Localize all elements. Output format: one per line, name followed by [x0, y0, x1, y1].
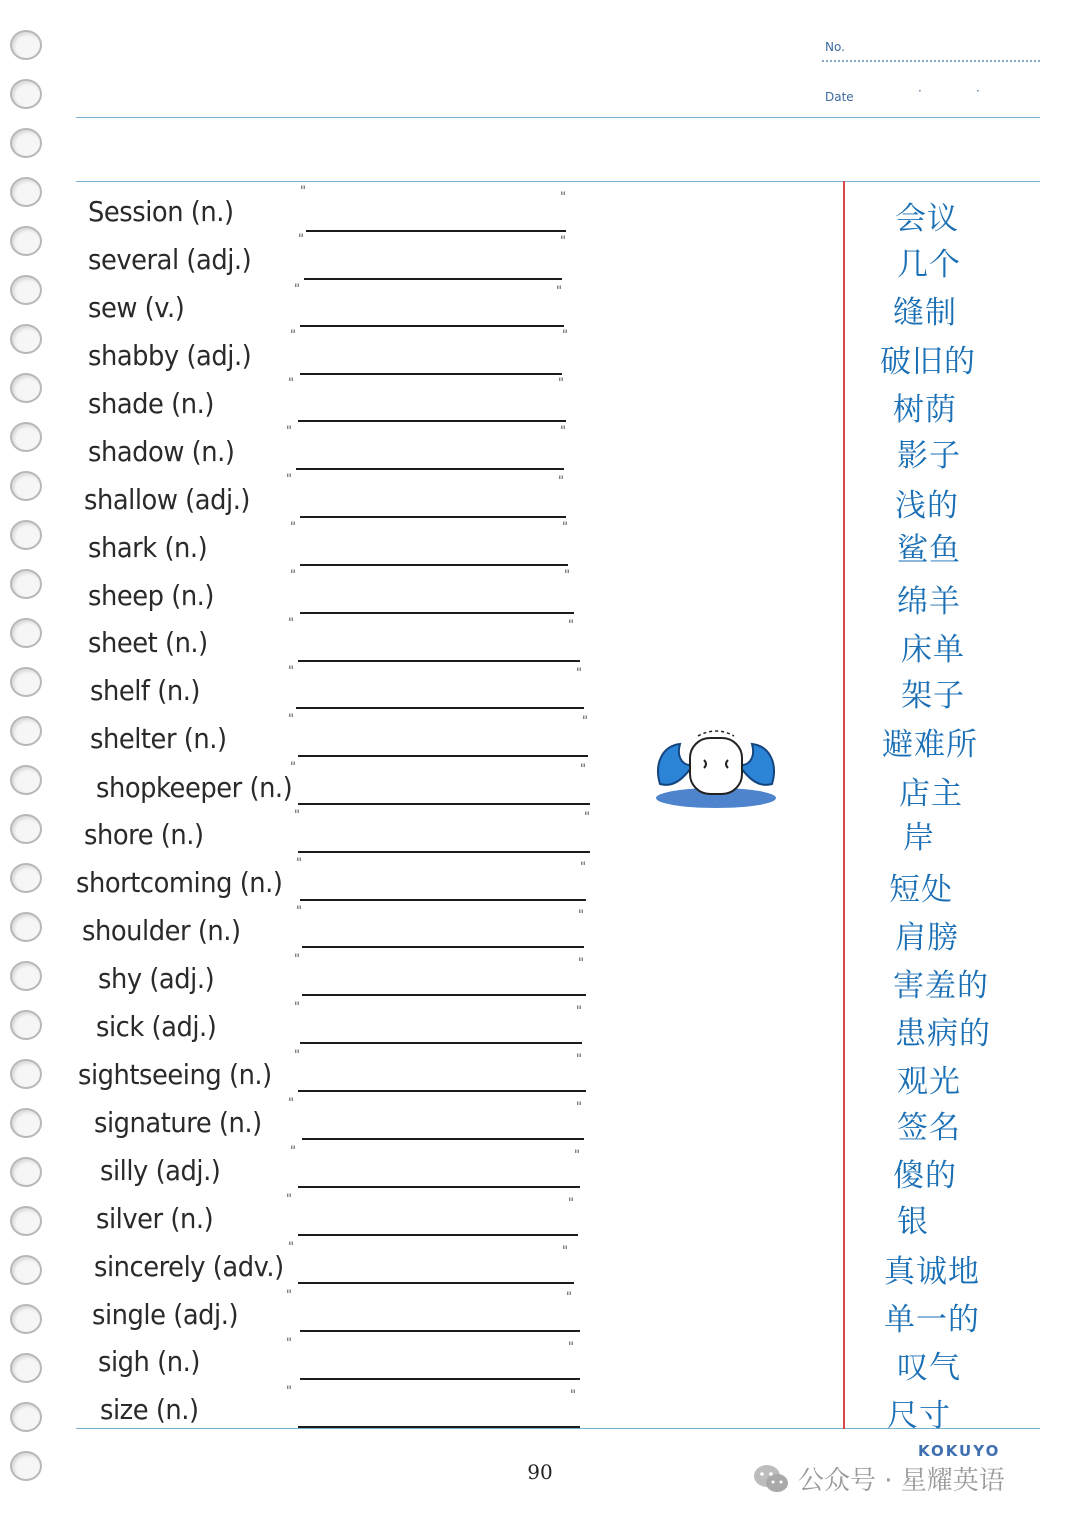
answer-blank: [296, 468, 564, 470]
vocab-word: shark (n.): [88, 531, 208, 564]
quote-mark: ": [290, 328, 296, 343]
quote-mark: ": [290, 760, 296, 775]
vocab-word: shoulder (n.): [82, 914, 241, 947]
answer-blank: [298, 803, 590, 805]
quote-mark: ": [294, 1048, 300, 1063]
quote-mark: ": [286, 1192, 292, 1207]
vocab-word: shade (n.): [88, 387, 214, 420]
answer-blank: [298, 1186, 580, 1188]
top-rule: [76, 181, 1040, 182]
answer-blank: [298, 660, 580, 662]
answer-blank: [298, 420, 566, 422]
vocab-meaning: 破旧的: [880, 344, 976, 380]
vocab-meaning: 浅的: [895, 488, 959, 524]
answer-blank: [298, 1234, 578, 1236]
vocab-meaning: 缝制: [893, 295, 957, 331]
vocab-word: silver (n.): [96, 1202, 214, 1235]
vocab-word: single (adj.): [92, 1298, 239, 1331]
answer-blank: [300, 516, 566, 518]
quote-mark: ": [288, 712, 294, 727]
quote-mark: ": [582, 714, 588, 729]
watermark: [752, 1460, 1005, 1497]
binder-hole: [10, 716, 42, 746]
vocab-meaning: 避难所: [882, 727, 978, 763]
vocab-word: sightseeing (n.): [78, 1058, 272, 1091]
vocab-meaning: 害羞的: [893, 968, 989, 1004]
quote-mark: ": [288, 664, 294, 679]
answer-blank: [296, 707, 584, 709]
no-label: No.: [825, 40, 845, 54]
vocab-word: size (n.): [100, 1393, 199, 1426]
answer-blank: [302, 994, 586, 996]
answer-blank: [300, 325, 564, 327]
vocab-meaning: 绵羊: [897, 584, 961, 620]
quote-mark: ": [562, 1244, 568, 1259]
date-dot: ·: [918, 84, 922, 98]
binder-hole: [10, 128, 42, 158]
binder-hole: [10, 569, 42, 599]
vocab-word: shore (n.): [84, 818, 204, 851]
quote-mark: ": [568, 1340, 574, 1355]
answer-blank: [306, 230, 566, 232]
quote-mark: ": [288, 376, 294, 391]
binder-hole: [10, 1108, 42, 1138]
vocab-meaning: 肩膀: [895, 920, 959, 956]
quote-mark: ": [558, 474, 564, 489]
vocab-word: shelf (n.): [90, 674, 201, 707]
quote-mark: ": [298, 232, 304, 247]
vocab-meaning: 鲨鱼: [897, 532, 961, 568]
vocab-meaning: 影子: [897, 438, 961, 474]
answer-blank: [300, 1330, 580, 1332]
quote-mark: ": [576, 1052, 582, 1067]
vocab-word: Session (n.): [88, 195, 234, 228]
quote-mark: ": [584, 810, 590, 825]
vocab-meaning: 几个: [897, 247, 961, 283]
answer-blank: [300, 1378, 580, 1380]
brand-logo: KOKUYO: [918, 1442, 1001, 1460]
binder-hole: [10, 422, 42, 452]
quote-mark: ": [568, 618, 574, 633]
binder-hole: [10, 177, 42, 207]
answer-blank: [298, 1282, 574, 1284]
quote-mark: ": [296, 856, 302, 871]
quote-mark: ": [294, 808, 300, 823]
quote-mark: ": [288, 616, 294, 631]
answer-blank: [300, 564, 568, 566]
binder-hole: [10, 667, 42, 697]
answer-blank: [298, 851, 590, 853]
date-dot: ·: [976, 84, 980, 98]
vocab-meaning: 店主: [899, 776, 963, 812]
quote-mark: ": [580, 762, 586, 777]
quote-mark: ": [300, 184, 306, 199]
vocab-word: sew (v.): [88, 291, 185, 324]
binder-hole: [10, 79, 42, 109]
answer-blank: [298, 1426, 580, 1428]
binder-hole: [10, 814, 42, 844]
vocab-meaning: 岸: [903, 820, 935, 856]
quote-mark: ": [576, 666, 582, 681]
quote-mark: ": [286, 1288, 292, 1303]
quote-mark: ": [556, 284, 562, 299]
quote-mark: ": [564, 568, 570, 583]
quote-mark: ": [562, 328, 568, 343]
vocab-word: silly (adj.): [100, 1154, 221, 1187]
vocab-meaning: 患病的: [895, 1016, 991, 1052]
quote-mark: ": [576, 1100, 582, 1115]
answer-blank: [302, 1138, 584, 1140]
answer-blank: [302, 946, 584, 948]
quote-mark: ": [290, 1144, 296, 1159]
quote-mark: ": [288, 1240, 294, 1255]
quote-mark: ": [576, 1004, 582, 1019]
quote-mark: ": [560, 234, 566, 249]
answer-blank: [300, 899, 586, 901]
quote-mark: ": [294, 282, 300, 297]
binder-holes: [10, 30, 42, 1490]
answer-blank: [298, 1090, 586, 1092]
quote-mark: ": [286, 1384, 292, 1399]
quote-mark: ": [286, 472, 292, 487]
quote-mark: ": [578, 908, 584, 923]
binder-hole: [10, 1206, 42, 1236]
vocab-meaning: 床单: [901, 632, 965, 668]
quote-mark: ": [558, 376, 564, 391]
quote-mark: ": [290, 520, 296, 535]
watermark-text: 公众号 · 星耀英语: [798, 1466, 1005, 1496]
answer-blank: [300, 1042, 582, 1044]
vocab-word: shopkeeper (n.): [96, 771, 293, 804]
quote-mark: ": [288, 1096, 294, 1111]
quote-mark: ": [580, 860, 586, 875]
quote-mark: ": [294, 952, 300, 967]
binder-hole: [10, 324, 42, 354]
binder-hole: [10, 618, 42, 648]
quote-mark: ": [294, 1000, 300, 1015]
binder-hole: [10, 471, 42, 501]
quote-mark: ": [286, 1336, 292, 1351]
vocab-word: sheep (n.): [88, 579, 215, 612]
binder-hole: [10, 275, 42, 305]
vocab-meaning: 签名: [897, 1110, 961, 1146]
quote-mark: ": [566, 1290, 572, 1305]
vocab-meaning: 傻的: [893, 1158, 957, 1194]
quote-mark: ": [574, 1148, 580, 1163]
answer-blank: [300, 373, 562, 375]
quote-mark: ": [286, 424, 292, 439]
vocab-meaning: 会议: [895, 201, 959, 237]
binder-hole: [10, 765, 42, 795]
blob-sticker: [654, 724, 778, 810]
vocab-meaning: 短处: [889, 872, 953, 908]
quote-mark: ": [562, 520, 568, 535]
vocab-meaning: 树荫: [893, 392, 957, 428]
vocab-word: sigh (n.): [98, 1345, 200, 1378]
vocab-word: shadow (n.): [88, 435, 235, 468]
binder-hole: [10, 373, 42, 403]
wechat-icon: [752, 1463, 790, 1495]
binder-hole: [10, 1353, 42, 1383]
vocab-meaning: 叹气: [897, 1350, 961, 1386]
vocab-word: sick (adj.): [96, 1010, 217, 1043]
answer-blank: [304, 278, 562, 280]
vocab-meaning: 银: [897, 1204, 929, 1240]
quote-mark: ": [296, 904, 302, 919]
header-rule: [76, 117, 1040, 118]
vocab-word: shabby (adj.): [88, 339, 252, 372]
vocab-word: shy (adj.): [98, 962, 215, 995]
binder-hole: [10, 863, 42, 893]
quote-mark: ": [570, 1388, 576, 1403]
vocab-meaning: 观光: [897, 1064, 961, 1100]
vocab-word: several (adj.): [88, 243, 252, 276]
no-dotted-line: [822, 60, 1040, 62]
binder-hole: [10, 1255, 42, 1285]
binder-hole: [10, 1010, 42, 1040]
vocab-word: sheet (n.): [88, 626, 208, 659]
vocab-meaning: 尺寸: [887, 1398, 951, 1434]
binder-hole: [10, 1402, 42, 1432]
answer-blank: [300, 612, 574, 614]
answer-blank: [298, 755, 588, 757]
margin-line: [843, 181, 845, 1429]
quote-mark: ": [560, 424, 566, 439]
page-number: 90: [527, 1460, 553, 1484]
binder-hole: [10, 30, 42, 60]
binder-hole: [10, 1059, 42, 1089]
binder-hole: [10, 1157, 42, 1187]
vocab-word: shallow (adj.): [84, 483, 251, 516]
binder-hole: [10, 912, 42, 942]
binder-hole: [10, 226, 42, 256]
quote-mark: ": [568, 1196, 574, 1211]
quote-mark: ": [290, 568, 296, 583]
quote-mark: ": [578, 956, 584, 971]
quote-mark: ": [560, 190, 566, 205]
vocab-word: signature (n.): [94, 1106, 262, 1139]
binder-hole: [10, 1304, 42, 1334]
binder-hole: [10, 961, 42, 991]
vocab-meaning: 真诚地: [884, 1254, 980, 1290]
vocab-word: shortcoming (n.): [76, 866, 283, 899]
vocab-word: sincerely (adv.): [94, 1250, 284, 1283]
binder-hole: [10, 520, 42, 550]
date-label: Date: [825, 90, 854, 104]
vocab-meaning: 单一的: [884, 1302, 980, 1338]
vocab-meaning: 架子: [901, 678, 965, 714]
vocab-word: shelter (n.): [90, 722, 227, 755]
